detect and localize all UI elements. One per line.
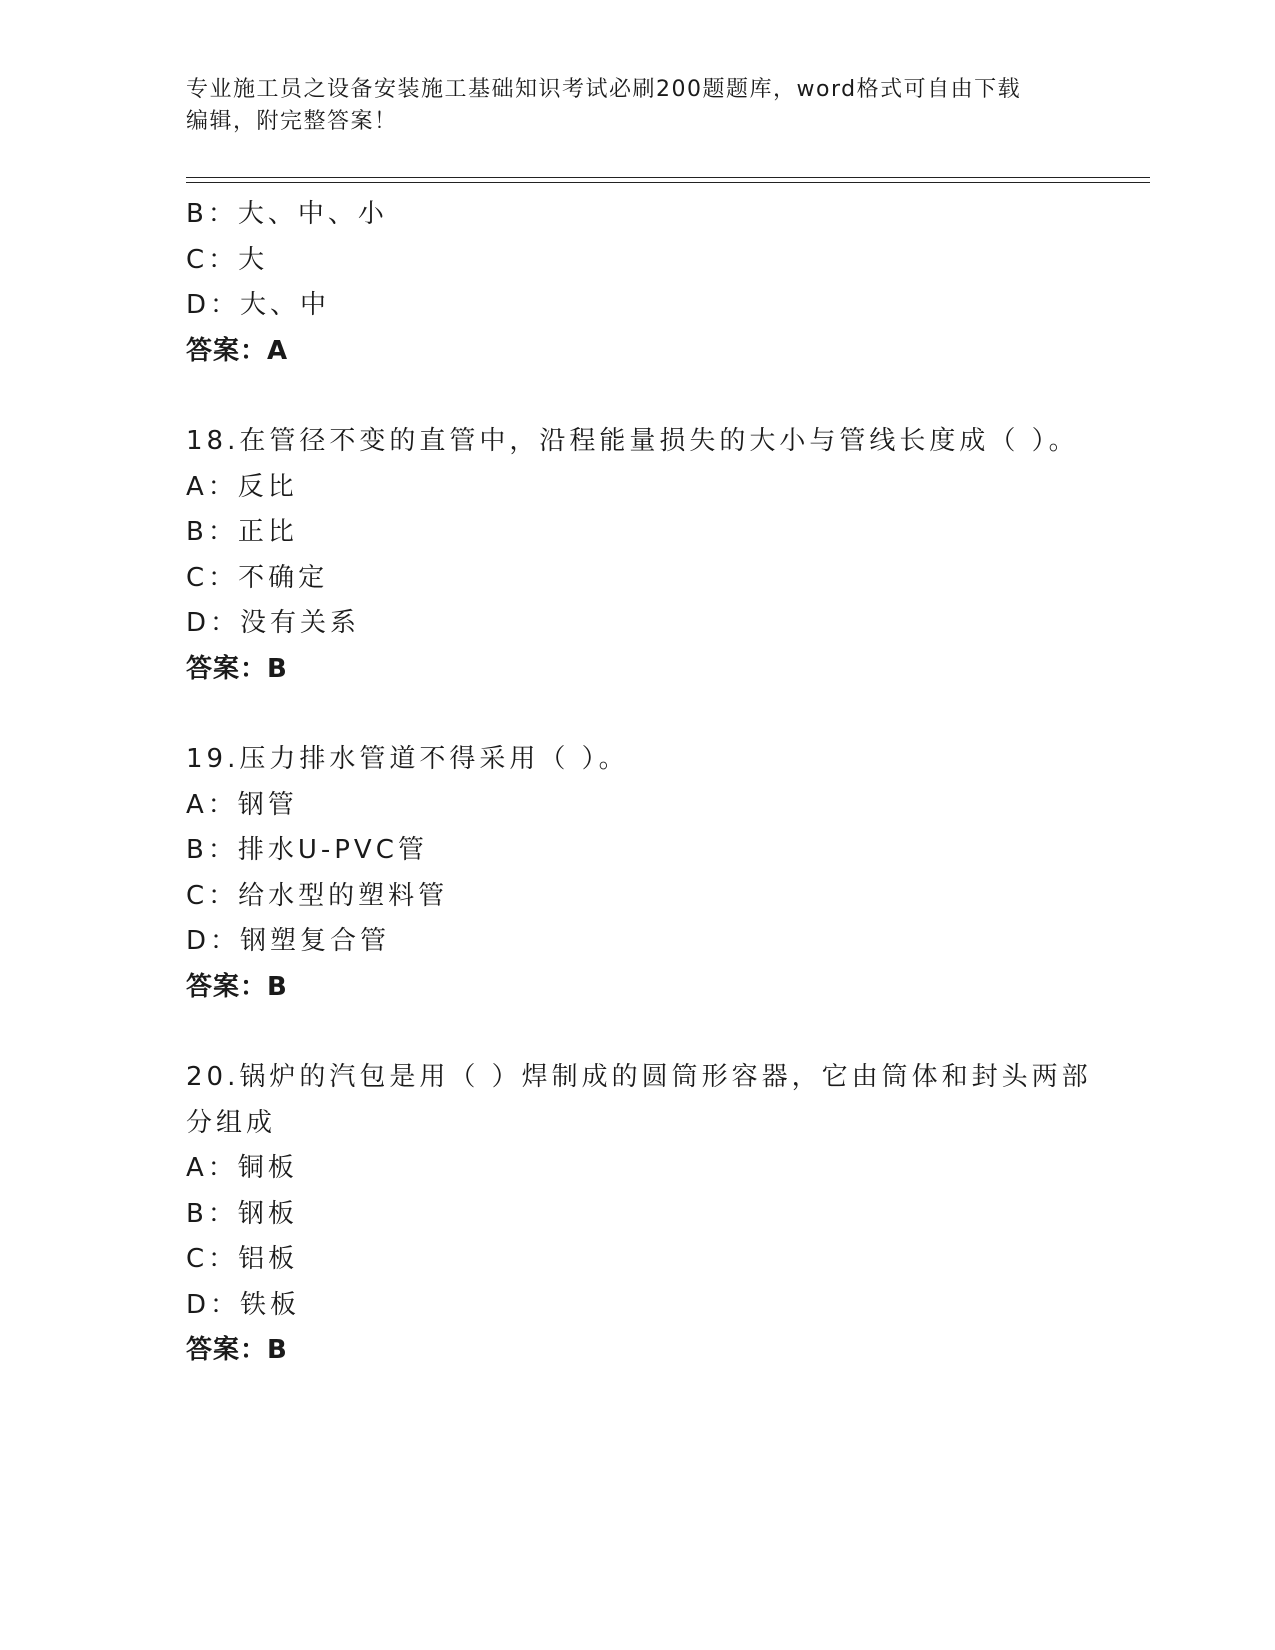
option-c: C：给水型的塑料管 <box>186 880 449 911</box>
answer: 答案：B <box>186 653 288 684</box>
header-divider-bottom <box>186 182 1150 183</box>
answer: 答案：B <box>186 1335 288 1365</box>
header-divider-top <box>186 177 1150 178</box>
option-c: C：铝板 <box>186 1244 299 1274</box>
header-line-1: 专业施工员之设备安装施工基础知识考试必刷200题题库，word格式可自由下载 <box>186 77 1022 102</box>
option-a: A：铜板 <box>186 1153 298 1183</box>
option-a: A：反比 <box>186 471 298 502</box>
question-list <box>186 192 1092 1374</box>
option-b: B：排水U-PVC管 <box>186 835 428 865</box>
option-d: D：钢塑复合管 <box>186 926 391 956</box>
question-text: 19.压力排水管道不得采用（ ）。 <box>186 744 629 774</box>
option-d: D：没有关系 <box>186 608 361 638</box>
header-line-2: 编辑，附完整答案！ <box>186 109 398 134</box>
answer: 答案：B <box>186 971 288 1002</box>
answer: 答案：A <box>186 335 289 366</box>
question-text-line-2: 分组成 <box>186 1107 277 1138</box>
question-text-line-1: 20.锅炉的汽包是用（ ）焊制成的圆筒形容器，它由筒体和封头两部 <box>186 1062 1092 1092</box>
question-17 <box>186 192 1086 374</box>
question-19 <box>186 737 1086 1010</box>
option-a: A：钢管 <box>186 789 298 820</box>
option-d: D：铁板 <box>186 1289 301 1320</box>
option-b: B：钢板 <box>186 1198 298 1229</box>
option-c: C：不确定 <box>186 562 329 593</box>
question-20 <box>186 1055 1092 1374</box>
question-18 <box>186 419 1086 692</box>
option-c: C：大 <box>186 244 269 275</box>
question-text: 18.在管径不变的直管中，沿程能量损失的大小与管线长度成（ ）。 <box>186 426 1079 456</box>
option-b: B：正比 <box>186 517 298 547</box>
option-d: D：大、中 <box>186 290 331 320</box>
document-header <box>186 74 1066 138</box>
option-b: B：大、中、小 <box>186 199 388 229</box>
